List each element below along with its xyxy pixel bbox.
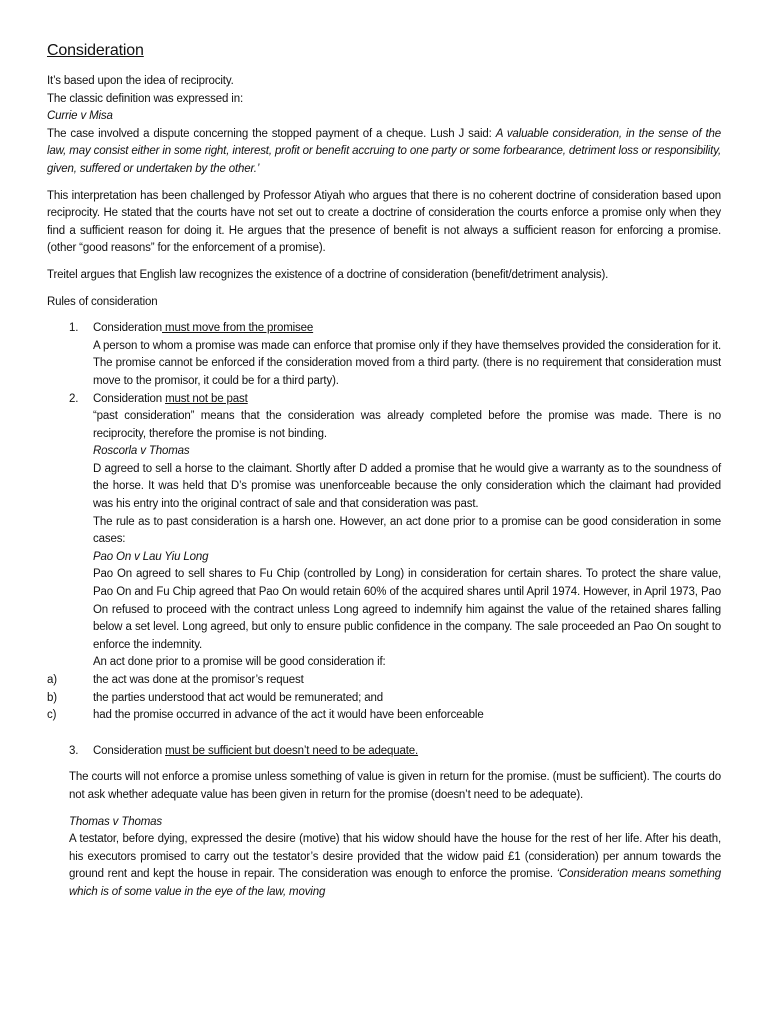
rule-1-number: 1. bbox=[69, 322, 79, 335]
condition-a bbox=[47, 672, 721, 690]
condition-b bbox=[47, 690, 721, 708]
rule-1-underlined: must move from the promisee bbox=[162, 322, 314, 335]
case-name-roscorla: Roscorla v Thomas bbox=[93, 445, 190, 458]
rule-2-lead: Consideration bbox=[93, 392, 166, 405]
condition-c-text: had the promise occurred in advance of the act it would have been enforceable bbox=[93, 709, 484, 722]
condition-a-label: a) bbox=[47, 674, 57, 686]
intro-line-1: It’s based upon the idea of reciprocity. bbox=[47, 75, 234, 87]
thomas-text: A testator, before dying, expressed the desire (motive) that his widow should have the house for the rest of her life. After his death, his executors promised to carry out the testator’s desire provided that the widow paid £1 (consideration) per annum towards the ground rent and kept the house in repair. The consideration was enough to enforce the promise. bbox=[69, 833, 721, 881]
rules-heading: Rules of consideration bbox=[47, 295, 158, 308]
rule-2-text-2: The rule as to past consideration is a harsh one. However, an act done prior to a promise can be good consideration in some cases: bbox=[93, 515, 721, 546]
currie-lead: The case involved a dispute concerning the stopped payment of a cheque. Lush J said: bbox=[47, 127, 496, 140]
rule-3-lead: Consideration bbox=[93, 744, 166, 757]
condition-b-text: the parties understood that act would be remunerated; and bbox=[93, 691, 384, 704]
condition-c-label: c) bbox=[47, 709, 57, 722]
roscorla-text: D agreed to sell a horse to the claimant. Shortly after D added a promise that he would give a warranty as to the soundness of the horse. It was held that D’s promise was unenforceable because the only consideration which the claimant had provided was his entry into the original contract of sale and that consideration was past. bbox=[93, 462, 721, 511]
rule-1-text: A person to whom a promise was made can enforce that promise only if they have themselves provided the consideration for it. The promise cannot be enforced if the consideration moved from a third party. (there is no requirement that consideration must move to the promisor, it could be for a third party). bbox=[93, 339, 721, 387]
rule-3-number: 3. bbox=[69, 744, 79, 757]
rule-1-lead: Consideration bbox=[93, 322, 163, 335]
rule-3-underlined: must be sufficient but doesn’t need to be adequate. bbox=[165, 744, 419, 757]
rule-2-text-3: An act done prior to a promise will be good consideration if: bbox=[93, 656, 386, 669]
condition-a-text: the act was done at the promisor’s request bbox=[93, 674, 304, 686]
rule-2-number: 2. bbox=[69, 392, 79, 405]
condition-b-label: b) bbox=[47, 691, 57, 704]
document-page bbox=[47, 40, 721, 902]
page-title: Consideration bbox=[47, 42, 144, 59]
rule-1 bbox=[47, 320, 721, 390]
treitel-paragraph: Treitel argues that English law recognizes the existence of a doctrine of consideration (benefit/detriment analysis). bbox=[47, 268, 609, 281]
rule-3 bbox=[47, 743, 721, 761]
rule-2-underlined: must not be past bbox=[165, 392, 248, 405]
intro-line-2: The classic definition was expressed in: bbox=[47, 92, 243, 105]
rule-2-text-1: “past consideration” means that the consideration was already completed before the promise was made. There is no reciprocity, therefore the promise is not binding. bbox=[93, 410, 721, 440]
currie-quote: A valuable consideration, in the sense of the law, may consist either in some right, interest, profit or benefit accruing to one party or some forbearance, detriment loss or responsibility, given, suffered or undertaken by the other.’ bbox=[47, 127, 722, 175]
case-name-currie: Currie v Misa bbox=[47, 110, 113, 123]
thomas-quote: ‘Consideration means something which is of some value in the eye of the law, moving bbox=[69, 868, 721, 898]
rule-2 bbox=[47, 391, 721, 673]
condition-c bbox=[47, 707, 721, 725]
atiyah-paragraph: This interpretation has been challenged by Professor Atiyah who argues that there is no coherent doctrine of consideration based upon reciprocity. He stated that the courts have not set out to create a doctrine of consideration the courts enforce a promise only when they find a sufficient reason for doing it. He argues that the presence of benefit is not always a sufficient reason for enforcing a promise. (other “good reasons” for the enforcement of a promise). bbox=[47, 189, 721, 255]
currie-paragraph bbox=[47, 126, 721, 179]
thomas-paragraph bbox=[47, 831, 721, 901]
case-name-pao-on: Pao On v Lau Yiu Long bbox=[93, 550, 209, 563]
sufficient-paragraph: The courts will not enforce a promise unless something of value is given in return for the promise. (must be sufficient). The courts do not ask whether adequate value has been given in return for the promise (doesn’t need to be adequate). bbox=[69, 771, 721, 801]
case-name-thomas: Thomas v Thomas bbox=[69, 815, 162, 828]
pao-on-text: Pao On agreed to sell shares to Fu Chip (controlled by Long) in consideration for certain shares. To protect the share value, Pao On and Fu Chip agreed that Pao On would retain 60% of the acquired shares until April 1974. However, in April 1973, Pao On refused to proceed with the contract unless Long agreed to indemnify him against the value of the retained shares falling below a set level. Long agreed, but only to ensure public confidence in the company. The sale proceeded an Pao On sought to enforce the indemnity. bbox=[93, 568, 721, 651]
